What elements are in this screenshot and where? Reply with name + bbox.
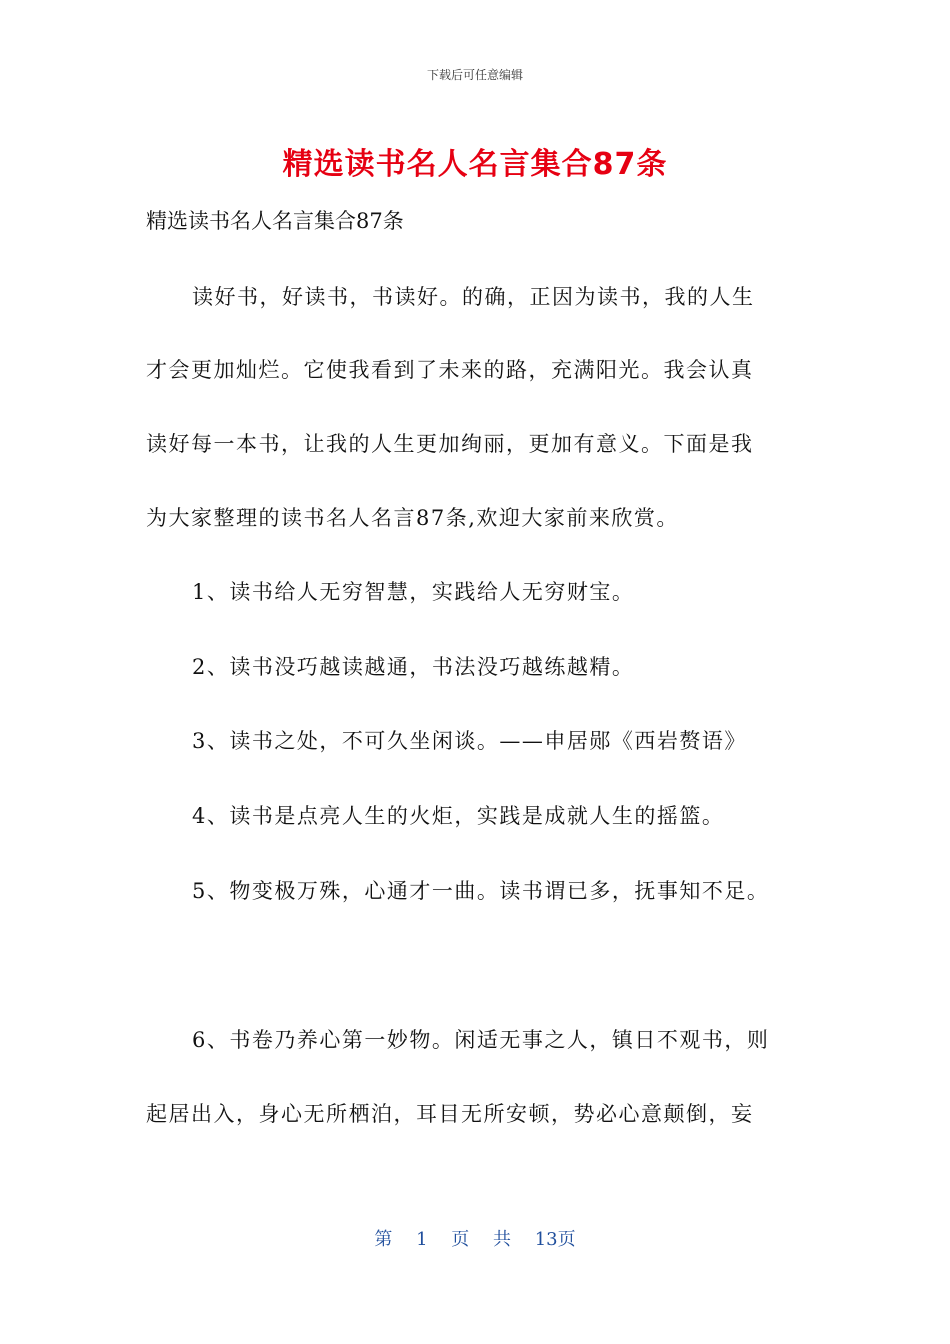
footer-current-page: 1	[416, 1229, 428, 1250]
footer-page-label: 页	[451, 1229, 470, 1250]
quote-item-3: 3、读书之处，不可久坐闲谈。——申居郧《西岩赘语》	[192, 729, 747, 753]
quote-item-6-line-2: 起居出入，身心无所栖泊，耳目无所安顿，势必心意颠倒，妄	[146, 1102, 754, 1126]
quote-item-5: 5、物变极万殊，心通才一曲。读书谓已多，抚事知不足。	[192, 879, 770, 903]
document-subtitle: 精选读书名人名言集合87条	[146, 209, 404, 233]
header-note: 下载后可任意编辑	[426, 68, 523, 82]
footer-prefix: 第	[374, 1229, 393, 1250]
quote-item-1: 1、读书给人无穷智慧，实践给人无穷财宝。	[192, 580, 635, 604]
document-title: 精选读书名人名言集合87条	[282, 147, 668, 182]
quote-item-6-line-1: 6、书卷乃养心第一妙物。闲适无事之人，镇日不观书，则	[192, 1028, 770, 1052]
intro-line-4: 为大家整理的读书名人名言87条,欢迎大家前来欣赏。	[146, 506, 679, 530]
intro-line-2: 才会更加灿烂。它使我看到了未来的路，充满阳光。我会认真	[146, 358, 754, 382]
footer-total-label: 共	[493, 1229, 511, 1250]
intro-line-1: 读好书，好读书，书读好。的确，正因为读书，我的人生	[192, 285, 755, 309]
footer-total-pages: 13页	[534, 1229, 576, 1250]
intro-line-3: 读好每一本书，让我的人生更加绚丽，更加有意义。下面是我	[146, 432, 754, 456]
page-footer	[0, 1225, 950, 1251]
quote-item-2: 2、读书没巧越读越通，书法没巧越练越精。	[192, 655, 635, 679]
quote-item-4: 4、读书是点亮人生的火炬，实践是成就人生的摇篮。	[192, 804, 725, 828]
